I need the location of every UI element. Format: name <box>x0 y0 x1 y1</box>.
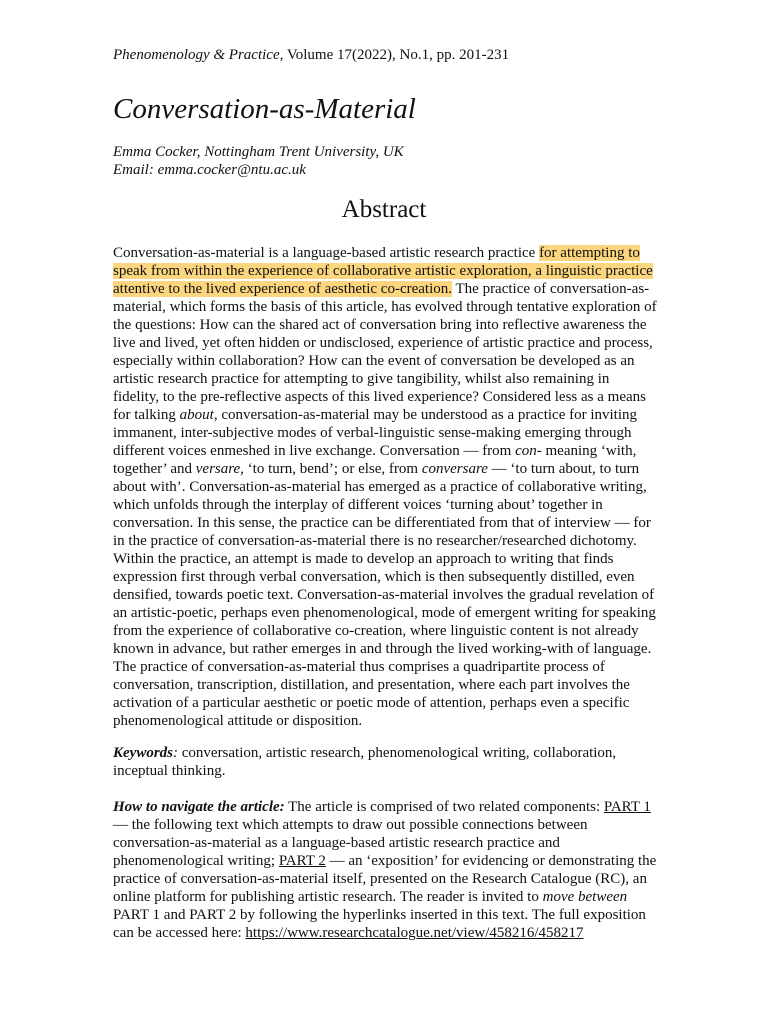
keywords-paragraph <box>113 744 659 780</box>
abstract-text-2: The practice of conversation-as-material, which forms the basis of this article, has evolved through tentative exploration of the questions: How can the shared act of conversation bring into reflective awareness the live and lived, yet often hidden or undisclosed, experience of artistic practice and process, especially within collaboration? How can the event of conversation be developed as an artistic research practice for attempting to give tangibility, whilst also remaining in fidelity, to the pre-reflective aspects of this lived experience? Considered less as a means for talking <box>113 281 657 423</box>
navigate-text-2: — the following text which attempts to draw out possible connections between conversation-as-material as a language-based artistic research practice and phenomenological writing; <box>113 817 588 869</box>
highlighted-text[interactable]: for attempting to speak from within the experience of collaborative artistic exploration, a linguistic practice attentive to the lived experience of aesthetic co-creation. <box>113 245 653 297</box>
author-block <box>113 143 404 179</box>
author-email: Email: emma.cocker@ntu.ac.uk <box>113 162 306 178</box>
emphasis-move-between: move between <box>542 889 628 905</box>
abstract-text-3: , conversation-as-material may be understood as a practice for inviting immanent, inter-subjective modes of verbal-linguistic sense-making emerging through different voices enmeshed in live exchange. Conversation — from <box>113 407 638 459</box>
keywords-colon: : <box>173 745 178 761</box>
navigate-text-1: The article is comprised of two related components: <box>284 799 604 815</box>
keywords-label: Keywords <box>113 745 173 761</box>
emphasis-about: about <box>179 407 214 423</box>
author-affiliation: Emma Cocker, Nottingham Trent University, UK <box>113 144 404 160</box>
journal-name: Phenomenology & Practice, <box>113 47 284 63</box>
abstract-paragraph <box>113 244 659 730</box>
abstract-heading: Abstract <box>341 196 427 223</box>
navigate-text-3: — an ‘exposition’ for evidencing or demonstrating the practice of conversation-as-material itself, presented on the Research Catalogue (RC), an online platform for publishing artistic research. The reader is invited to <box>113 853 657 905</box>
journal-issue: Volume 17(2022), No.1, pp. 201-231 <box>283 47 510 63</box>
article-title: Conversation-as-Material <box>113 93 416 125</box>
part-2-link[interactable]: PART 2 <box>278 853 326 869</box>
keywords-list: conversation, artistic research, phenomenological writing, collaboration, inceptual thinking. <box>113 745 617 779</box>
abstract-text-5: ‘to turn, bend’; or else, from <box>243 461 422 477</box>
navigation-paragraph <box>113 798 659 942</box>
emphasis-con: con- <box>515 443 542 459</box>
exposition-url-link[interactable]: https://www.researchcatalogue.net/view/458216/458217 <box>245 925 584 941</box>
abstract-text-4: meaning ‘with, together’ and <box>113 443 637 477</box>
emphasis-versare: versare, <box>195 461 244 477</box>
navigate-label: How to navigate the article: <box>113 799 285 815</box>
part-1-link[interactable]: PART 1 <box>603 799 651 815</box>
navigate-text-4: PART 1 and PART 2 by following the hyperlinks inserted in this text. The full exposition can be accessed here: <box>113 907 646 941</box>
abstract-text-6: — ‘to turn about, to turn about with’. Conversation-as-material has emerged as a practice of collaborative writing, which unfolds through the interplay of different voices ‘turning about’ together in conversation. In this sense, the practice can be differentiated from that of interview — for in the practice of conversation-as-material there is no researcher/researched dichotomy. Within the practice, an attempt is made to develop an approach to writing that finds expression first through verbal conversation, which is then subsequently distilled, even densified, towards poetic text. Conversation-as-material involves the gradual revelation of an artistic-poetic, perhaps even phenomenological, mode of emergent writing for speaking from the experience of collaborative co-creation, where linguistic content is not already known in advance, but rather emerges in and through the lived working-with of language. The practice of conversation-as-material thus comprises a quadripartite process of conversation, transcription, distillation, and presentation, where each part involves the activation of a particular aesthetic or poetic mode of attention, perhaps even a specific phenomenological attitude or disposition. <box>113 461 656 729</box>
emphasis-conversare: conversare <box>421 461 488 477</box>
journal-citation <box>113 45 509 65</box>
abstract-text-1: Conversation-as-material is a language-based artistic research practice <box>113 245 540 261</box>
